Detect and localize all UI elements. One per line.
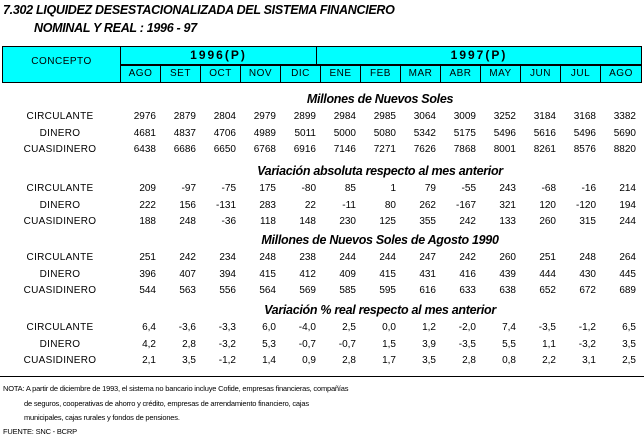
cell-value: 1 [390,183,396,194]
cell-value: 214 [619,183,636,194]
cell-value: 8261 [533,144,556,155]
cell-value: 689 [619,285,636,296]
cell-value: -1,2 [218,355,236,366]
cell-value: 194 [619,199,636,211]
cell-value: 6650 [213,144,236,155]
table-row [0,339,644,353]
cell-value: 0,0 [382,322,396,333]
row-label: DINERO [39,268,81,280]
cell-value: -3,2 [218,338,236,350]
row-label: CIRCULANTE [26,183,94,194]
cell-value: 148 [299,216,316,227]
cell-value: 412 [299,268,316,280]
cell-value: 209 [139,183,156,194]
cell-value: 355 [419,216,436,227]
cell-value: 638 [499,285,516,296]
concept-header: CONCEPTO [3,47,121,82]
row-label: DINERO [39,199,81,211]
cell-value: 3009 [453,111,476,122]
cell-value: 7,4 [502,322,516,333]
cell-value: 4,2 [142,338,156,350]
cell-value: 633 [459,285,476,296]
cell-value: 416 [459,268,476,280]
cell-value: 5011 [294,127,316,139]
source-line: FUENTE: SNC - BCRP [3,427,77,436]
row-label: CUASIDINERO [23,144,97,155]
table-row [0,269,644,283]
cell-value: -131 [215,199,236,211]
cell-value: 262 [419,199,436,211]
cell-value: -75 [221,183,236,194]
cell-value: 5000 [333,127,356,139]
cell-value: 80 [384,199,396,211]
cell-value: -68 [541,183,556,194]
cell-value: 409 [339,268,356,280]
cell-value: 2984 [333,111,356,122]
cell-value: 242 [459,216,476,227]
cell-value: 563 [179,285,196,296]
cell-value: 3,5 [622,338,636,350]
cell-value: 7146 [333,144,356,155]
cell-value: 2879 [173,111,196,122]
cell-value: 264 [619,252,636,263]
cell-value: 260 [539,216,556,227]
cell-value: 2804 [213,111,236,122]
cell-value: 430 [579,268,596,280]
cell-value: 5496 [573,127,596,139]
row-label: CUASIDINERO [23,216,97,227]
cell-value: -55 [461,183,476,194]
cell-value: 242 [179,252,196,263]
cell-value: 2979 [253,111,276,122]
cell-value: -1,2 [578,322,596,333]
cell-value: -36 [221,216,236,227]
cell-value: 1,7 [382,355,396,366]
month-header: MAY [481,66,521,82]
table-row [0,183,644,197]
cell-value: 85 [344,183,356,194]
cell-value: 133 [499,216,516,227]
cell-value: 5,5 [502,338,516,350]
table-row [0,111,644,125]
cell-value: 6,5 [622,322,636,333]
section-title: Millones de Nuevos Soles de Agosto 1990 [261,233,499,247]
cell-value: 3,5 [422,355,436,366]
cell-value: 556 [219,285,236,296]
cell-value: 248 [179,216,196,227]
cell-value: 3064 [413,111,436,122]
month-headers [121,66,641,82]
cell-value: 564 [259,285,276,296]
row-label: CIRCULANTE [26,252,94,263]
cell-value: 188 [139,216,156,227]
cell-value: 5616 [533,127,556,139]
section-title: Variación % real respecto al mes anterior [264,303,496,317]
cell-value: 118 [260,216,276,227]
cell-value: 652 [539,285,556,296]
table-row [0,216,644,230]
cell-value: 4837 [173,127,196,139]
row-label: CIRCULANTE [26,322,94,333]
section-title: Millones de Nuevos Soles [306,92,454,106]
cell-value: 4989 [253,127,276,139]
cell-value: 222 [139,199,156,211]
cell-value: 175 [259,183,276,194]
cell-value: 6916 [293,144,316,155]
cell-value: 0,9 [302,355,316,366]
cell-value: 5496 [493,127,516,139]
table-row [0,200,644,214]
cell-value: 415 [379,268,396,280]
cell-value: 7626 [413,144,436,155]
cell-value: 444 [539,268,556,280]
cell-value: 2,8 [462,355,476,366]
cell-value: 244 [379,252,396,263]
cell-value: 6,4 [142,322,156,333]
cell-value: 243 [499,183,516,194]
cell-value: 230 [339,216,356,227]
cell-value: 396 [139,268,156,280]
cell-value: 2,8 [182,338,196,350]
cell-value: 6,0 [262,322,276,333]
cell-value: 244 [339,252,356,263]
month-header: JUL [561,66,601,82]
cell-value: -16 [581,183,596,194]
cell-value: 6686 [173,144,196,155]
month-header: ENE [321,66,361,82]
cell-value: -3,5 [458,338,476,350]
note-line: municipales, cajas rurales y fondos de pensiones. [24,413,180,422]
month-header: AGO [609,68,633,79]
table-row [0,144,644,158]
cell-value: 394 [219,268,236,280]
cell-value: 595 [379,285,396,296]
cell-value: 248 [579,252,596,263]
cell-value: 315 [579,216,596,227]
month-header: MAR [401,66,441,82]
cell-value: 1,5 [382,338,396,350]
cell-value: 3,9 [422,338,436,350]
cell-value: 234 [219,252,236,263]
cell-value: 6768 [253,144,276,155]
cell-value: 3,5 [182,355,196,366]
cell-value: 2,1 [142,355,156,366]
divider [0,376,644,377]
cell-value: -3,2 [578,338,596,350]
cell-value: -4,0 [298,322,316,333]
cell-value: 4681 [133,127,156,139]
month-header: FEB [361,66,401,82]
cell-value: -120 [575,199,596,211]
cell-value: 3168 [573,111,596,122]
cell-value: -0,7 [298,338,316,350]
cell-value: 156 [179,199,196,211]
table-subtitle: NOMINAL Y REAL : 1996 - 97 [34,21,197,35]
cell-value: 8820 [613,144,636,155]
table-row [0,322,644,336]
cell-value: -3,3 [218,322,236,333]
month-header: AGO [121,66,161,82]
cell-value: 321 [499,199,516,211]
cell-value: 3252 [493,111,516,122]
row-label: CUASIDINERO [23,355,97,366]
year-1996-header: 1996(P) [121,47,317,66]
cell-value: 3382 [613,111,636,122]
cell-value: 2,2 [542,355,556,366]
cell-value: 247 [419,252,436,263]
cell-value: 544 [139,285,156,296]
cell-value: 244 [619,216,636,227]
cell-value: 8576 [573,144,596,155]
cell-value: -3,5 [538,322,556,333]
cell-value: 407 [179,268,196,280]
month-header: NOV [241,66,281,82]
cell-value: 0,8 [502,355,516,366]
cell-value: 585 [339,285,356,296]
table-row [0,128,644,142]
table-title: 7.302 LIQUIDEZ DESESTACIONALIZADA DEL SISTEMA FINANCIERO [3,3,395,17]
cell-value: 5690 [613,127,636,139]
table-header [2,46,642,83]
cell-value: -0,7 [338,338,356,350]
cell-value: 6438 [133,144,156,155]
cell-value: 5,3 [262,338,276,350]
cell-value: -2,0 [458,322,476,333]
cell-value: 260 [499,252,516,263]
cell-value: 251 [539,252,556,263]
month-header: ABR [441,66,481,82]
row-label: CUASIDINERO [23,285,97,296]
note-line: NOTA: A partir de diciembre de 1993, el sistema no bancario incluye Cofide, empresas financieras, compañías [3,384,349,393]
table-row [0,355,644,369]
cell-value: 1,4 [262,355,276,366]
cell-value: -3,6 [178,322,196,333]
cell-value: 7868 [453,144,476,155]
cell-value: 2976 [133,111,156,122]
month-header: DIC [281,66,321,82]
cell-value: 5080 [373,127,396,139]
cell-value: 251 [139,252,156,263]
cell-value: 2985 [373,111,396,122]
cell-value: 1,1 [542,338,556,350]
cell-value: 120 [539,199,556,211]
cell-value: 2,8 [342,355,356,366]
cell-value: 5342 [413,127,436,139]
cell-value: 569 [299,285,316,296]
month-header: JUN [521,66,561,82]
row-label: DINERO [39,127,81,139]
cell-value: 7271 [373,144,396,155]
table-row [0,252,644,266]
cell-value: 3,1 [582,355,596,366]
cell-value: 439 [499,268,516,280]
cell-value: 79 [424,183,436,194]
cell-value: 283 [259,199,276,211]
table-row [0,285,644,299]
cell-value: 4706 [213,127,236,139]
cell-value: 616 [419,285,436,296]
note-line: de seguros, cooperativas de ahorro y crédito, empresas de arrendamiento financiero, cajas [24,399,309,408]
cell-value: 8001 [493,144,516,155]
cell-value: 672 [579,285,596,296]
cell-value: 1,2 [422,322,436,333]
cell-value: 2,5 [342,322,356,333]
cell-value: 2,5 [622,355,636,366]
cell-value: 2899 [293,111,316,122]
month-header: SET [161,66,201,82]
cell-value: 248 [259,252,276,263]
cell-value: 125 [379,216,396,227]
cell-value: 445 [619,268,636,280]
cell-value: 242 [459,252,476,263]
cell-value: -167 [455,199,476,211]
row-label: DINERO [39,338,81,350]
cell-value: 415 [259,268,276,280]
cell-value: -80 [301,183,316,194]
cell-value: -11 [342,199,356,211]
year-1997-header: 1997(P) [317,47,641,66]
section-title: Variación absoluta respecto al mes anterior [257,164,503,178]
month-header: OCT [201,66,241,82]
cell-value: 431 [419,268,436,280]
cell-value: 5175 [453,127,476,139]
cell-value: 238 [299,252,316,263]
cell-value: -97 [181,183,196,194]
cell-value: 3184 [533,111,556,122]
cell-value: 22 [304,199,316,211]
row-label: CIRCULANTE [26,111,94,122]
